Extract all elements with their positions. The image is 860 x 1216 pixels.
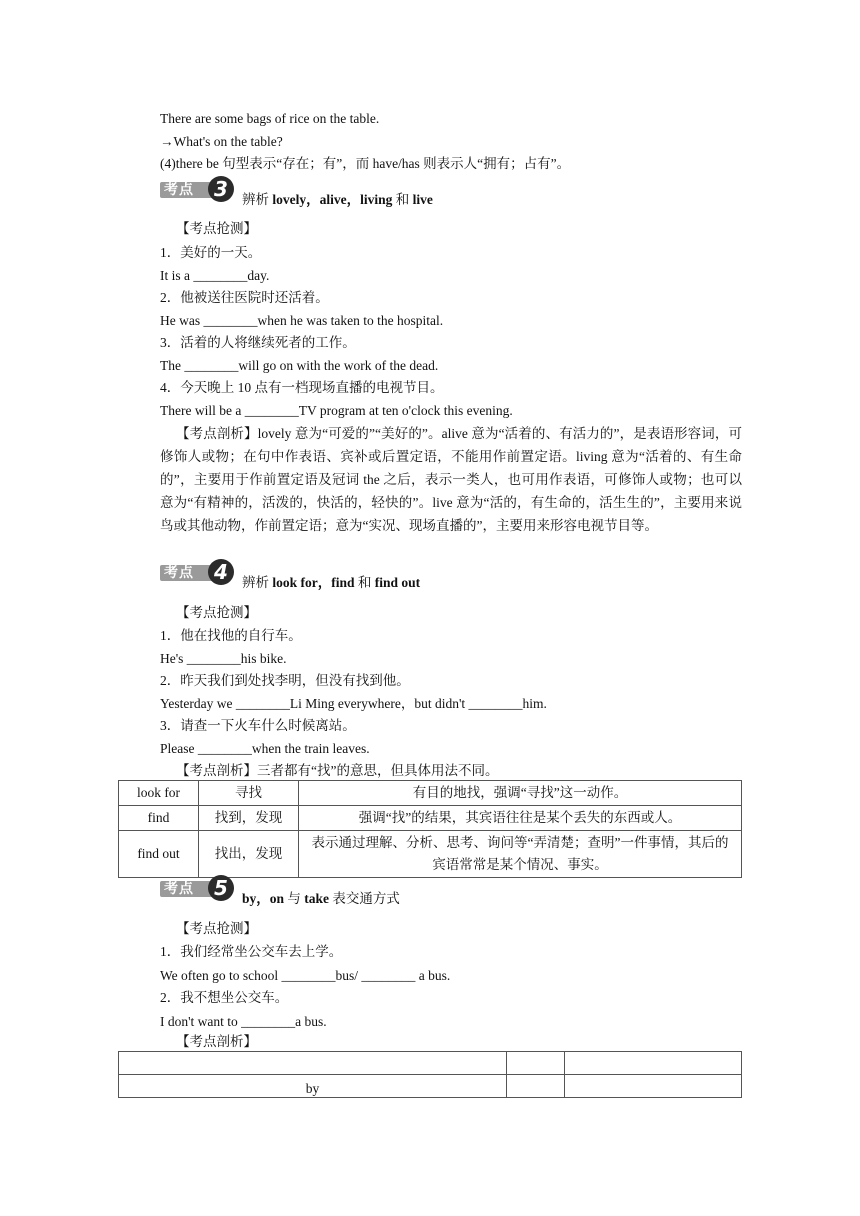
title-text: 辨析 xyxy=(242,192,273,207)
test-heading: 【考点抢测】 xyxy=(176,605,257,620)
question-2: 2．我不想坐公交车。 xyxy=(160,990,289,1005)
title-keyword: live xyxy=(412,192,433,207)
answer-line-1: We often go to school ________bus/ ________ a bus. xyxy=(160,968,451,983)
table-row xyxy=(119,806,742,831)
table-cell-usage: 有目的地找，强调“寻找”这一动作。 xyxy=(299,781,742,806)
title-text: 和 xyxy=(354,575,375,590)
answer-line-3: Please ________when the train leaves. xyxy=(160,741,370,756)
table-cell-meaning: 找出，发现 xyxy=(199,831,299,878)
question-3: 3．活着的人将继续死者的工作。 xyxy=(160,335,356,350)
table-cell-usage: 强调“找”的结果，其宾语往往是某个丢失的东西或人。 xyxy=(299,806,742,831)
title-keyword: take xyxy=(304,891,330,906)
section-3-title xyxy=(242,190,433,210)
table-cell xyxy=(565,1075,742,1098)
answer-line-1: He's ________his bike. xyxy=(160,651,287,666)
table-cell xyxy=(119,1052,507,1075)
badge-label: 考点 xyxy=(164,881,194,897)
comparison-table xyxy=(118,780,742,878)
section-4-badge xyxy=(160,560,234,584)
title-keywords: look for，find xyxy=(272,575,355,590)
question-2: 2．他被送往医院时还活着。 xyxy=(160,290,329,305)
table-cell-word: find xyxy=(119,806,199,831)
table-cell xyxy=(565,1052,742,1075)
transport-table xyxy=(118,1051,742,1098)
table-cell-meaning: 找到，发现 xyxy=(199,806,299,831)
analysis-heading: 【考点剖析】 xyxy=(176,1034,257,1049)
title-text: 辨析 xyxy=(242,575,273,590)
analysis-line: 【考点剖析】三者都有“找”的意思，但具体用法不同。 xyxy=(176,763,499,778)
badge-number: 4 xyxy=(208,559,234,585)
question-2: 2．昨天我们到处找李明，但没有找到他。 xyxy=(160,673,410,688)
question-1: 1．美好的一天。 xyxy=(160,245,262,260)
answer-line-2: I don't want to ________a bus. xyxy=(160,1014,327,1029)
badge-number: 3 xyxy=(208,176,234,202)
table-row xyxy=(119,831,742,878)
test-heading: 【考点抢测】 xyxy=(176,921,257,936)
section-5-title xyxy=(242,889,400,909)
title-keyword: find out xyxy=(374,575,421,590)
table-row xyxy=(119,1075,742,1098)
analysis-paragraph: 【考点剖析】lovely 意为“可爱的”“美好的”。alive 意为“活着的、有活力的”，是表语形容词，可修饰人或物；在句中作表语、宾补或后置定语，不能用作前置定语。living 意为“活着的、有生命的”，主要用于作前置定语及冠词 the 之后，表示一类人，也可用作表语，可修饰人或物；也可以意为“有精神的，活泼的，快活的，轻快的”。live 意为“活的，有生命的，活生生的”，主要用来说鸟或其他动物，作前置定语；意为“实况、现场直播的”，主要用来形容电视节目等。 xyxy=(160,426,742,533)
question-1: 1．他在找他的自行车。 xyxy=(160,628,302,643)
section-3-badge xyxy=(160,177,234,201)
badge-label: 考点 xyxy=(164,565,194,581)
answer-line-1: It is a ________day. xyxy=(160,268,270,283)
answer-line-3: The ________will go on with the work of the dead. xyxy=(160,358,439,373)
table-cell-word: look for xyxy=(119,781,199,806)
table-row xyxy=(119,1052,742,1075)
title-keywords: by，on xyxy=(242,891,285,906)
table-cell xyxy=(507,1052,565,1075)
section-4-title xyxy=(242,573,420,593)
title-text: 和 xyxy=(392,192,413,207)
table-cell-usage: 表示通过理解、分析、思考、询问等“弄清楚；查明”一件事情，其后的宾语常常是某个情况、事实。 xyxy=(299,831,742,878)
question-3: 3．请查一下火车什么时候离站。 xyxy=(160,718,356,733)
title-text: 表交通方式 xyxy=(329,891,400,906)
answer-line-2: Yesterday we ________Li Ming everywhere，but didn't ________him. xyxy=(160,696,547,711)
intro-line-3: (4)there be 句型表示“存在；有”，而 have/has 则表示人“拥有；占有”。 xyxy=(160,156,571,171)
answer-line-4: There will be a ________TV program at ten o'clock this evening. xyxy=(160,403,513,418)
title-text: 与 xyxy=(284,891,305,906)
table-cell-meaning: 寻找 xyxy=(199,781,299,806)
intro-line-2: →What's on the table? xyxy=(160,134,283,149)
title-keywords: lovely，alive，living xyxy=(272,192,393,207)
question-4: 4．今天晚上 10 点有一档现场直播的电视节目。 xyxy=(160,380,444,395)
table-cell-by: by xyxy=(119,1075,507,1098)
table-row xyxy=(119,781,742,806)
badge-label: 考点 xyxy=(164,182,194,198)
test-heading: 【考点抢测】 xyxy=(176,221,257,236)
intro-line-1: There are some bags of rice on the table. xyxy=(160,111,380,126)
question-1: 1．我们经常坐公交车去上学。 xyxy=(160,944,343,959)
badge-number: 5 xyxy=(208,875,234,901)
answer-line-2: He was ________when he was taken to the hospital. xyxy=(160,313,444,328)
table-cell-word: find out xyxy=(119,831,199,878)
table-cell xyxy=(507,1075,565,1098)
section-5-badge xyxy=(160,876,234,900)
